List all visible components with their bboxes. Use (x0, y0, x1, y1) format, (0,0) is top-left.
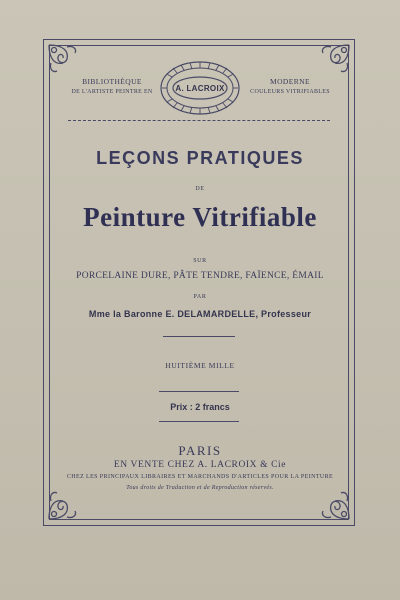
title-connector: DE (195, 186, 205, 192)
divider-rule (159, 421, 239, 422)
series-right-line2: COULEURS VITRIFIABLES (250, 89, 330, 95)
divider-rule (163, 336, 235, 337)
subject-materials: PORCELAINE DURE, PÂTE TENDRE, FAÏENCE, ÉMAIL (76, 271, 324, 281)
subject-connector: SUR (193, 258, 207, 264)
corner-ornament-top-right (313, 41, 353, 81)
series-left-line1: BIBLIOTHÈQUE (82, 77, 142, 86)
publisher-sale: EN VENTE CHEZ A. LACROIX & Cie (113, 460, 287, 470)
emblem-label: A. LACROIX (175, 84, 225, 93)
edition-note: HUITIÈME MILLE (165, 361, 235, 370)
series-left-line2: DE L'ARTISTE PEINTRE EN (71, 89, 153, 95)
series-title-left (58, 76, 166, 98)
corner-ornament-top-left (45, 41, 85, 81)
series-right-line1: MODERNE (270, 77, 310, 86)
title-line2: Peinture Vitrifiable (83, 202, 317, 232)
author-connector: PAR (193, 294, 207, 300)
title-line1: LEÇONS PRATIQUES (96, 148, 304, 168)
divider-rule (159, 391, 239, 392)
price: Prix : 2 francs (170, 402, 230, 412)
header-divider (68, 120, 330, 121)
author-name: Mme la Baronne E. DELAMARDELLE, Professeur (88, 309, 312, 319)
series-title-right (236, 76, 344, 98)
publisher-dealers: CHEZ LES PRINCIPAUX LIBRAIRES ET MARCHANDS D'ARTICLES POUR LA PEINTURE (66, 474, 334, 480)
publisher-city: PARIS (178, 443, 222, 458)
rights-notice: Tous droits de Traduction et de Reproduction réservés. (126, 485, 274, 491)
